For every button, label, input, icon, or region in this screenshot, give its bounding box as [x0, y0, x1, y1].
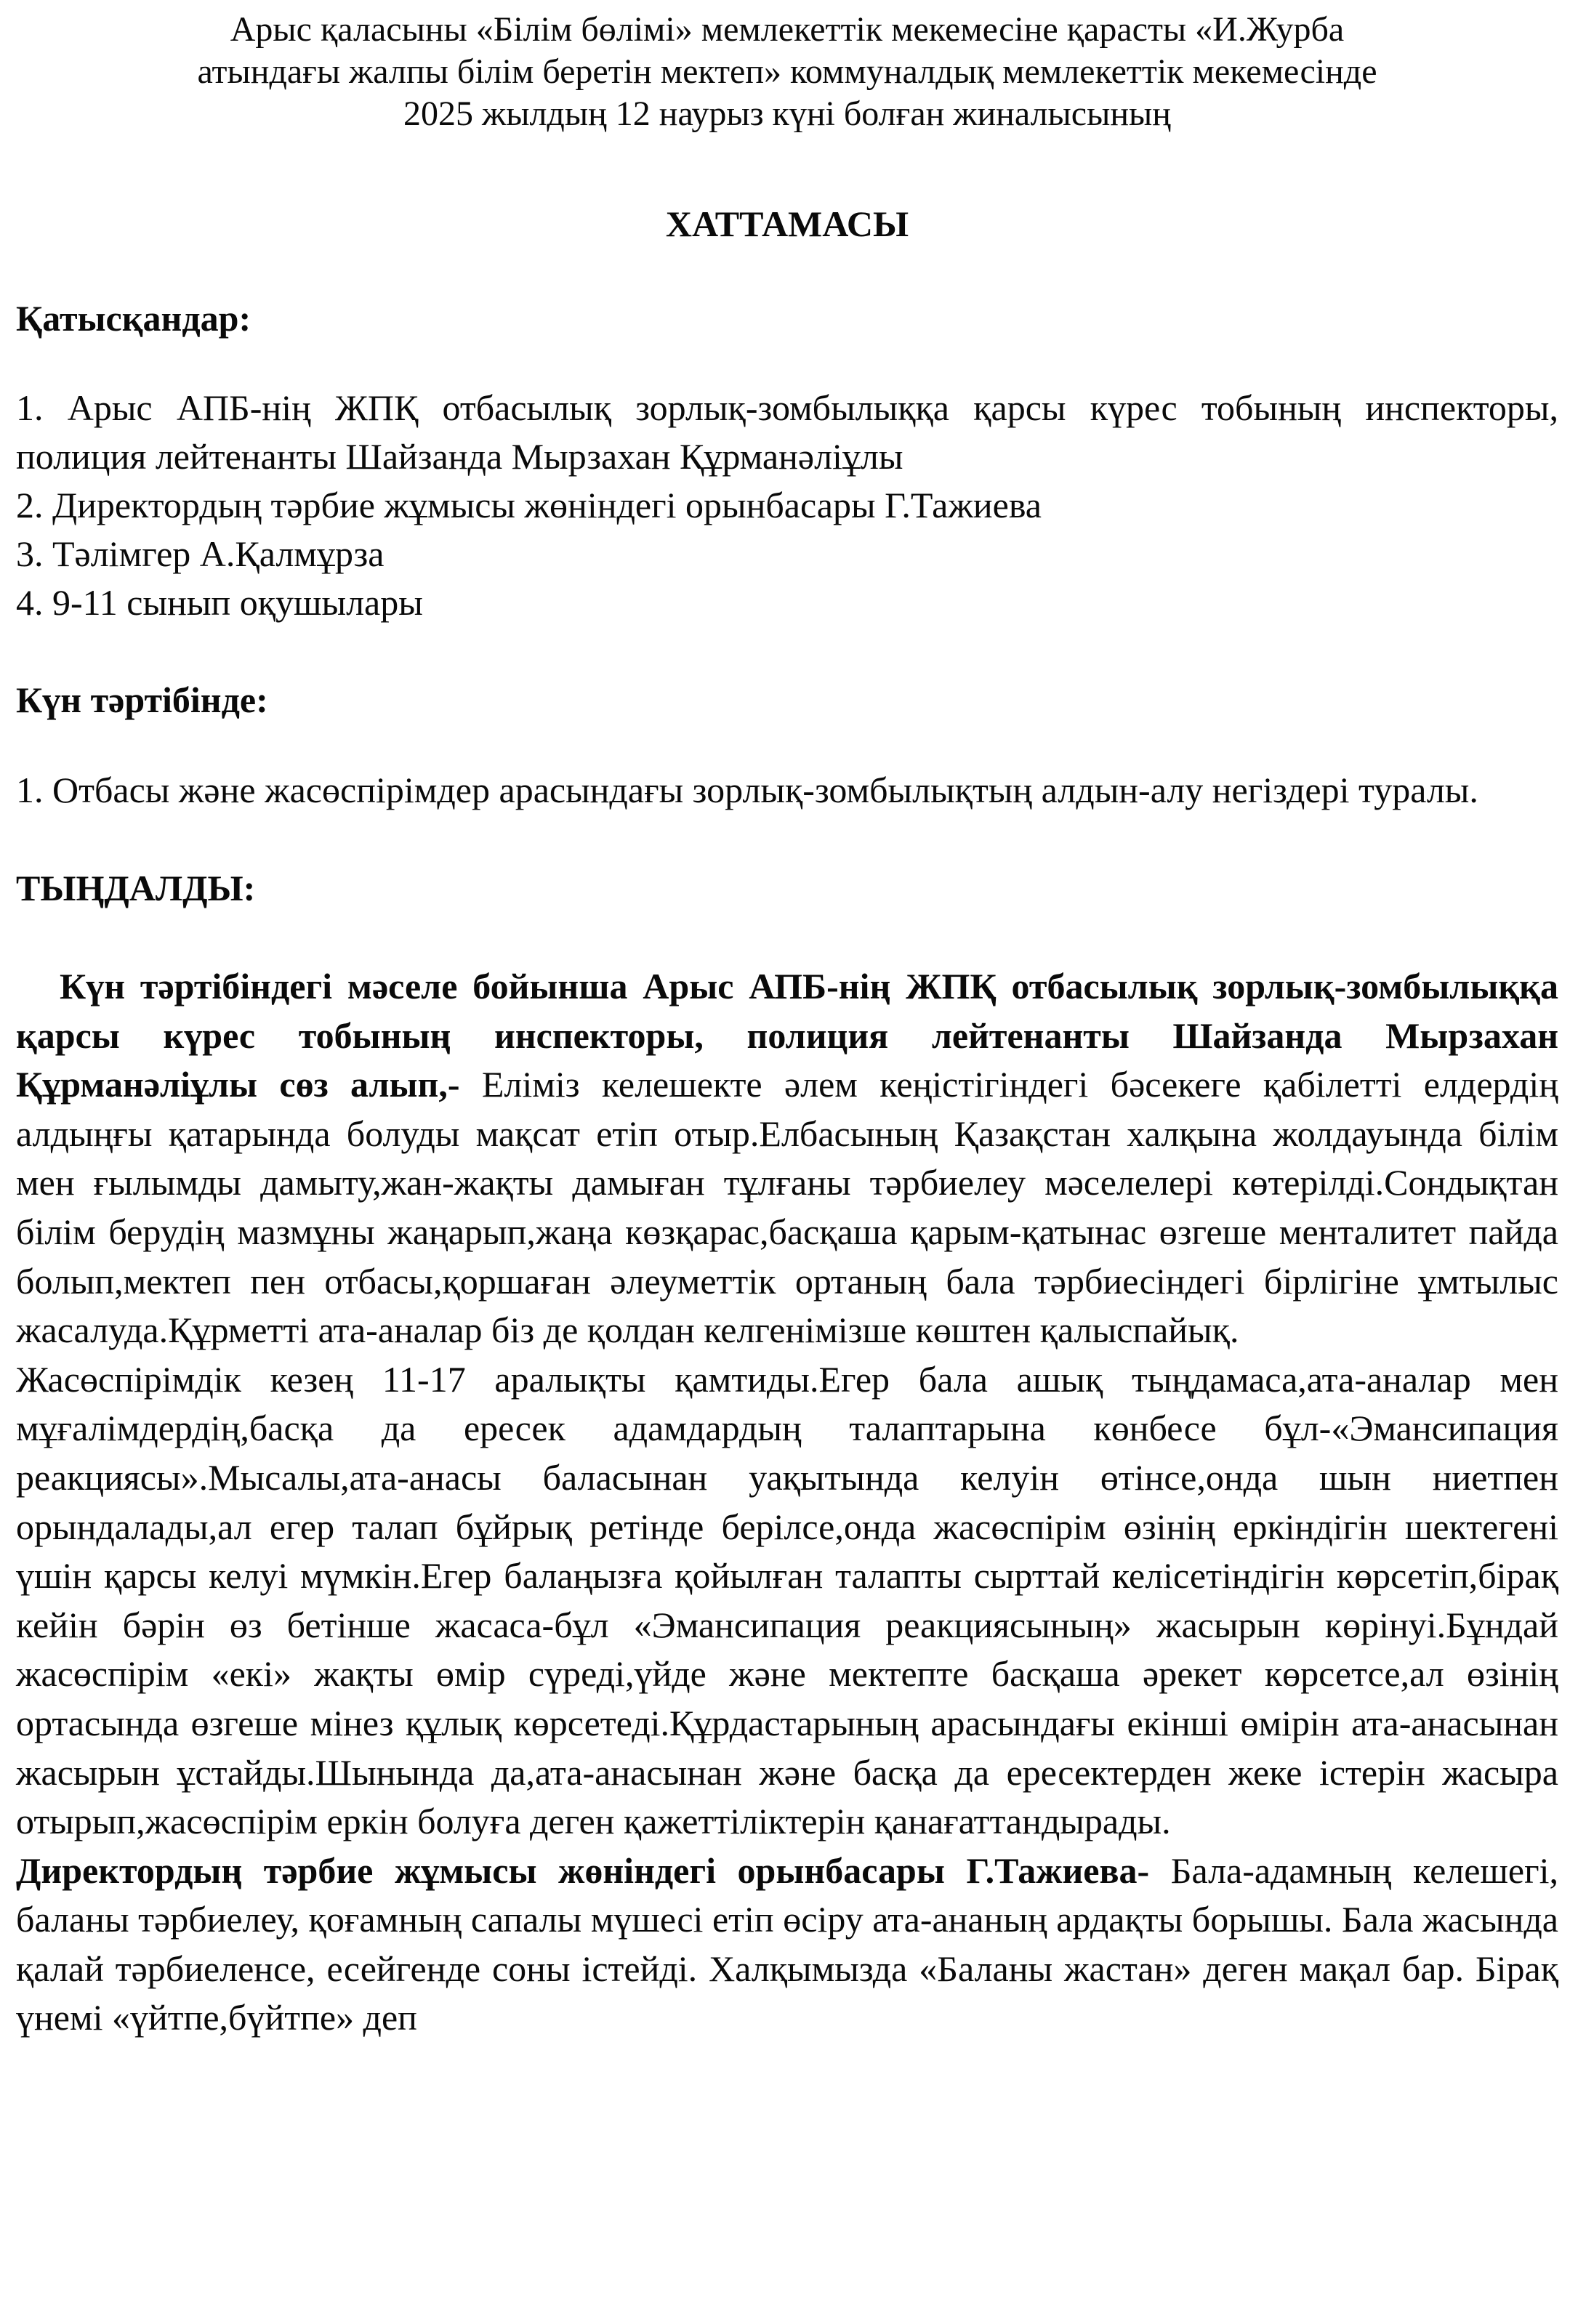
speech-paragraph	[16, 1847, 1558, 2043]
document-title: ХАТТАМАСЫ	[665, 203, 909, 244]
speech-text: Еліміз келешекте әлем кеңістігіндегі бәсекеге қабілетті елдердің алдыңғы қатарында болуды мақсат етіп отыр.Елбасының Қазақстан халқына жолдауында білім мен ғылымды дамыту,жан-жақты дамыған тұлғаны тәрбиелеу мәселелері көтерілді.Сондықтан білім берудің мазмұны жаңарып,жаңа көзқарас,басқаша қарым-қатынас өзгеше менталитет пайда болып,мектеп пен отбасы,қоршаған әлеуметтік ортаның бала тәрбиесіндегі бірлігіне ұмтылыс жасалуда.Құрметті ата-аналар біз де қолдан келгенімізше көштен қалыспайық.	[16, 1064, 1558, 1351]
participants-heading: Қатысқандар:	[16, 298, 251, 339]
participant-item: 2. Директордың тәрбие жұмысы жөніндегі орынбасары Г.Тажиева	[16, 485, 1042, 525]
speech-paragraph	[16, 962, 1558, 1355]
header-line: атындағы жалпы білім беретін мектеп» коммуналдық мемлекеттік мекемесінде	[197, 52, 1377, 91]
speech-paragraph: Жасөспірімдік кезең 11-17 аралықты қамтиды.Егер бала ашық тыңдамаса,ата-аналар мен мұғалімдердің,басқа да ересек адамдардың талаптарына көнбесе бұл-«Эмансипация реакциясы».Мысалы,ата-анасы баласынан уақытында келуін өтінсе,онда шын ниетпен орындалады,ал егер талап бұйрық ретінде берілсе,онда жасөспірім өзінің еркіндігін шектегені үшін қарсы келуі мүмкін.Егер балаңызға қойылған талапты сырттай келісетіндігін көрсетіп,бірақ кейін бәрін өз бетінше жасаса-бұл «Эмансипация реакциясының» жасырын көрінуі.Бұндай жасөспірім «екі» жақты өмір сүреді,үйде және мектепте басқаша әрекет көрсетсе,ал өзінің ортасында өзгеше мінез құлық көрсетеді.Құрдастарының арасындағы екінші өмірін ата-анасынан жасырын ұстайды.Шынында да,ата-анасынан және басқа да ересектерден жеке істерін жасыра отырып,жасөспірім еркін болуға деген қажеттіліктерін қанағаттандырады.	[16, 1358, 1558, 1842]
agenda-item: 1. Отбасы және жасөспірімдер арасындағы зорлық-зомбылықтың алдын-алу негіздері туралы.	[16, 770, 1478, 810]
document-header	[16, 9, 1558, 135]
participant-item: 3. Тәлімгер А.Қалмұрза	[16, 533, 385, 574]
header-line: 2025 жылдың 12 наурыз күні болған жиналысының	[403, 94, 1171, 133]
speech-text: Бала-адамның келешегі, баланы тәрбиелеу, қоғамның сапалы мүшесі етіп өсіру ата-ананың ардақты борышы. Бала жасында қалай тәрбиеленсе, есейгенде соны істейді. Халқымызда «Баланы жастан» деген мақал бар. Бірақ үнемі «үйтпе,бүйтпе» деп	[16, 1849, 1559, 2038]
participant-item: 1. Арыс АПБ-нің ЖПҚ отбасылық зорлық-зомбылыққа қарсы күрес тобының инспекторы, полиция лейтенанты Шайзанда Мырзахан Құрманәліұлы	[16, 387, 1558, 477]
participant-item: 4. 9-11 сынып оқушылары	[16, 582, 423, 623]
heard-heading: ТЫҢДАЛДЫ:	[16, 868, 256, 908]
speaker-name: Күн тәртібіндегі мәселе бойынша Арыс АПБ-нің ЖПҚ отбасылық зорлық-зомбылыққа қарсы күрес тобының инспекторы, полиция лейтенанты Шайзанда Мырзахан Құрманәліұлы сөз алып,-	[16, 966, 1558, 1105]
participants-list	[16, 384, 1558, 627]
agenda-heading: Күн тәртібінде:	[16, 679, 268, 720]
header-line: Арыс қаласыны «Білім бөлімі» мемлекеттік мекемесіне қарасты «И.Журба	[230, 10, 1345, 49]
speaker-name: Директордың тәрбие жұмысы жөніндегі орынбасары Г.Тажиева-	[16, 1849, 1150, 1891]
